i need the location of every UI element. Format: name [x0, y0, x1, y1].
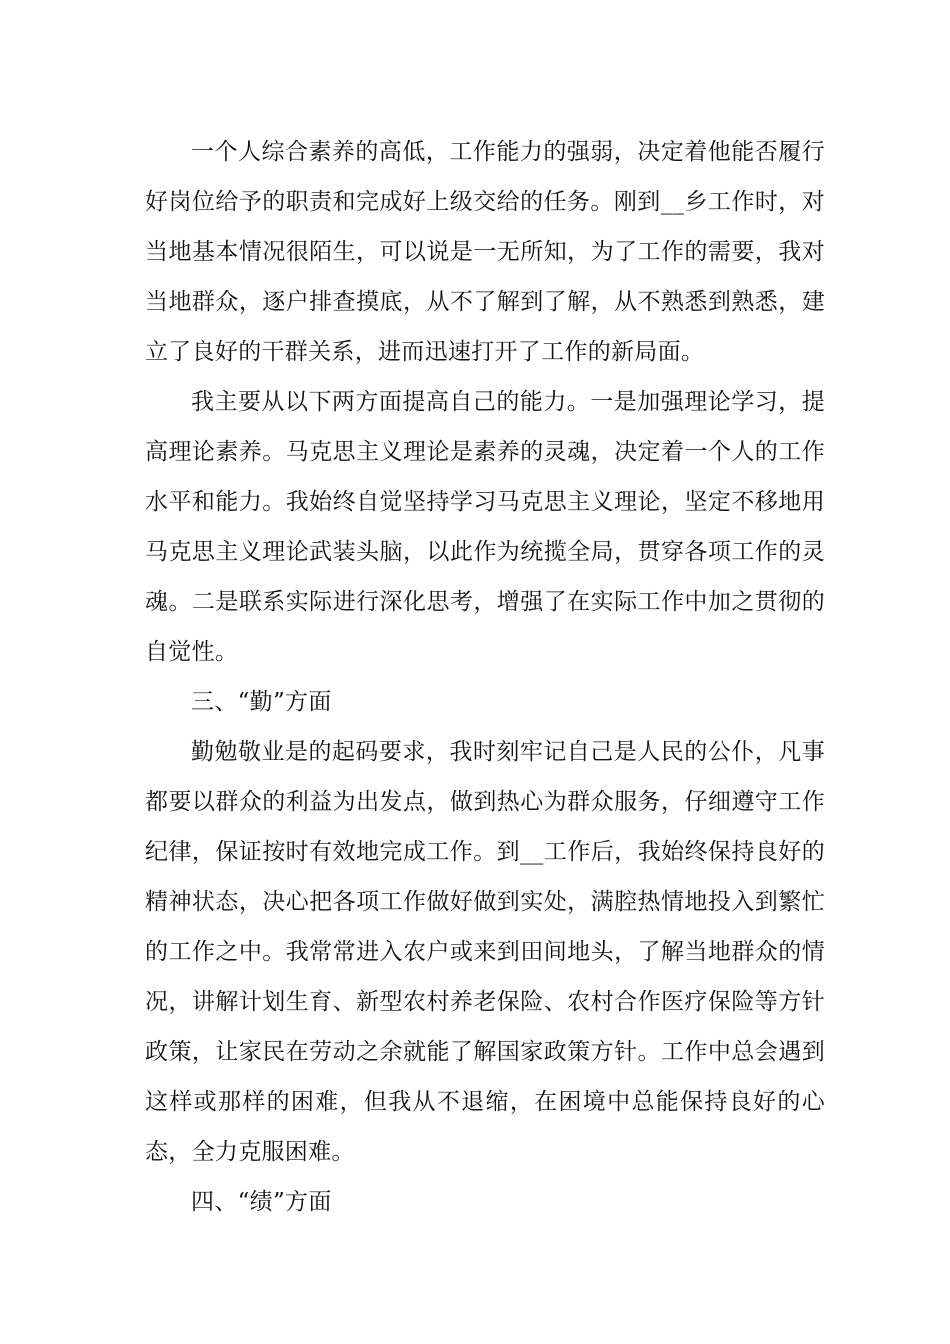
paragraph-ability-intro: 一个人综合素养的高低，工作能力的强弱，决定着他能否履行好岗位给予的职责和完成好上级交给的任务。刚到__乡工作时，对当地基本情况很陌生，可以说是一无所知，为了工作的需要，我对当地群众，逐户排查摸底，从不了解到了解，从不熟悉到熟悉，建立了良好的干群关系，进而迅速打开了工作的新局面。: [145, 139, 825, 365]
section-heading-diligence: 三、“勤”方面: [191, 689, 332, 715]
paragraph-ability-methods: 我主要从以下两方面提高自己的能力。一是加强理论学习，提高理论素养。马克思主义理论是素养的灵魂，决定着一个人的工作水平和能力。我始终自觉坚持学习马克思主义理论，坚定不移地用马克思主义理论武装头脑，以此作为统揽全局，贯穿各项工作的灵魂。二是联系实际进行深化思考，增强了在实际工作中加之贯彻的自觉性。: [145, 389, 825, 665]
section-heading-achievement: 四、“绩”方面: [191, 1189, 332, 1215]
document-body: [145, 127, 825, 1227]
paragraph-diligence: 勤勉敬业是的起码要求，我时刻牢记自己是人民的公仆，凡事都要以群众的利益为出发点，做到热心为群众服务，仔细遵守工作纪律，保证按时有效地完成工作。到__工作后，我始终保持良好的精神状态，决心把各项工作做好做到实处，满腔热情地投入到繁忙的工作之中。我常常进入农户或来到田间地头，了解当地群众的情况，讲解计划生育、新型农村养老保险、农村合作医疗保险等方针政策，让家民在劳动之余就能了解国家政策方针。工作中总会遇到这样或那样的困难，但我从不退缩，在困境中总能保持良好的心态，全力克服困难。: [145, 739, 825, 1165]
